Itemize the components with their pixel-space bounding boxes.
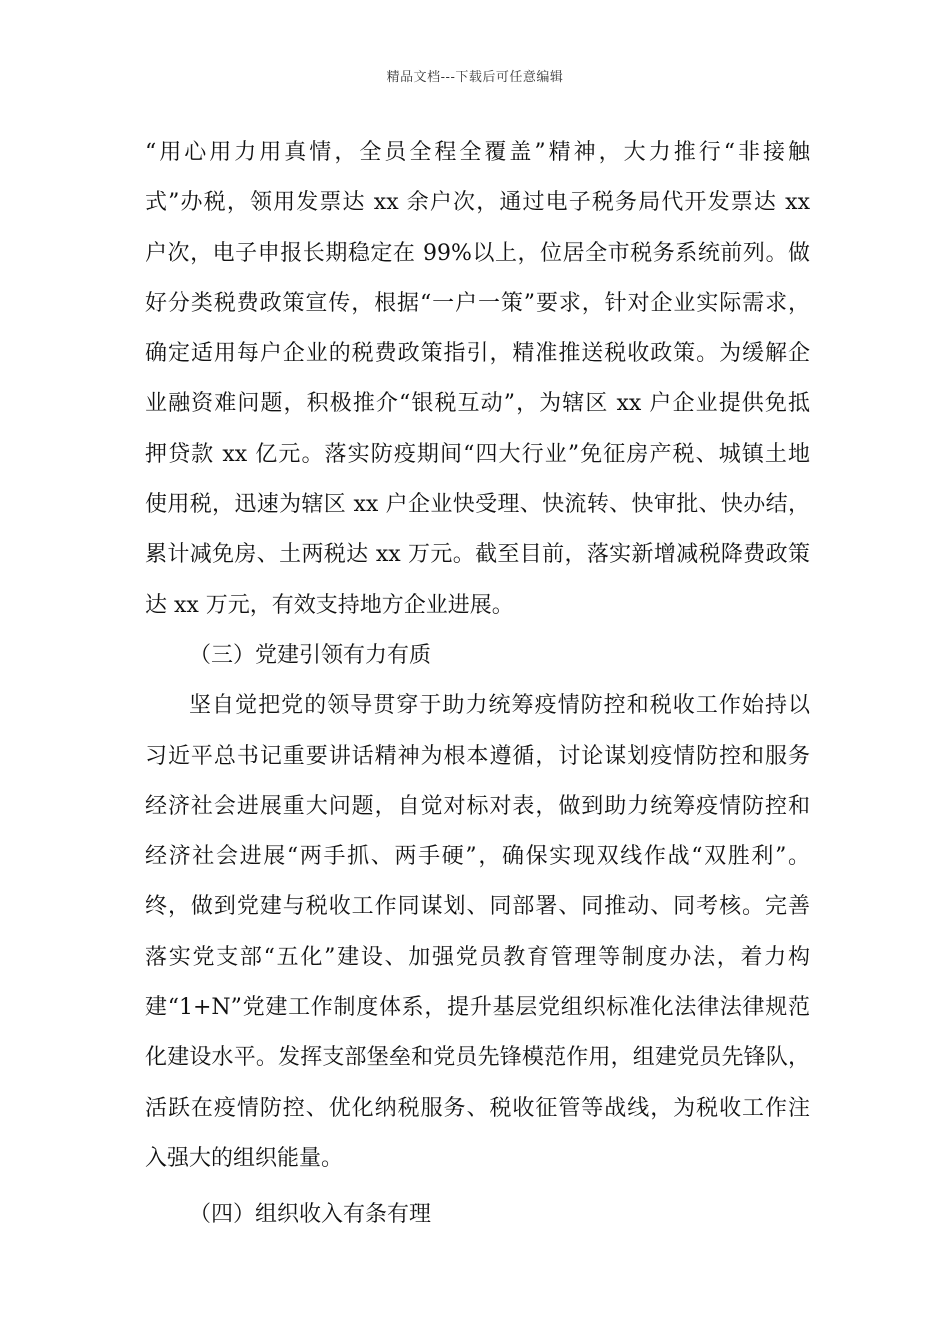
paragraph-line: 坚自觉把党的领导贯穿于助力统筹疫情防控和税收工作始持以 [189,693,810,719]
paragraph-line: 押贷款 xx 亿元。落实防疫期间“四大行业”免征房产税、城镇土地 [145,441,810,467]
paragraph-line: 终，做到党建与税收工作同谋划、同部署、同推动、同考核。完善 [145,894,810,920]
paragraph-line: 经济社会进展“两手抓、两手硬”，确保实现双线作战“双胜利”。 [145,844,810,870]
paragraph-line: 达 xx 万元，有效支持地方企业进展。 [145,592,514,618]
paragraph-line: 化建设水平。发挥支部堡垒和党员先锋模范作用，组建党员先锋队， [145,1045,810,1071]
paragraph-line: 活跃在疫情防控、优化纳税服务、税收征管等战线，为税收工作注 [145,1095,810,1121]
paragraph-line: 建“1+N”党建工作制度体系，提升基层党组织标准化法律法律规范 [145,995,810,1021]
paragraph-line: 好分类税费政策宣传，根据“一户一策”要求，针对企业实际需求， [145,290,810,316]
page-header: 精品文档---下载后可任意编辑 [386,70,564,85]
paragraph-line: 业融资难问题，积极推介“银税互动”，为辖区 xx 户企业提供免抵 [145,391,810,417]
paragraph-line: 确定适用每户企业的税费政策指引，精准推送税收政策。为缓解企 [145,341,810,367]
paragraph-line: 落实党支部“五化”建设、加强党员教育管理等制度办法，着力构 [145,944,810,970]
document-body [145,128,810,1241]
paragraph-line: 入强大的组织能量。 [145,1145,344,1171]
section-heading: （四）组织收入有条有理 [189,1202,432,1228]
paragraph-line: 使用税，迅速为辖区 xx 户企业快受理、快流转、快审批、快办结， [145,492,810,518]
paragraph-line: 累计减免房、土两税达 xx 万元。截至目前，落实新增减税降费政策 [145,542,810,568]
paragraph-line: 经济社会进展重大问题，自觉对标对表，做到助力统筹疫情防控和 [145,793,810,819]
paragraph-line: 式”办税，领用发票达 xx 余户次，通过电子税务局代开发票达 xx [145,190,810,216]
paragraph-line: “用心用力用真情，全员全程全覆盖”精神，大力推行“非接触 [145,140,810,165]
paragraph-line: 习近平总书记重要讲话精神为根本遵循，讨论谋划疫情防控和服务 [145,743,810,769]
paragraph-line: 户次，电子申报长期稳定在 99%以上，位居全市税务系统前列。做 [145,240,810,266]
section-heading: （三）党建引领有力有质 [189,642,432,668]
